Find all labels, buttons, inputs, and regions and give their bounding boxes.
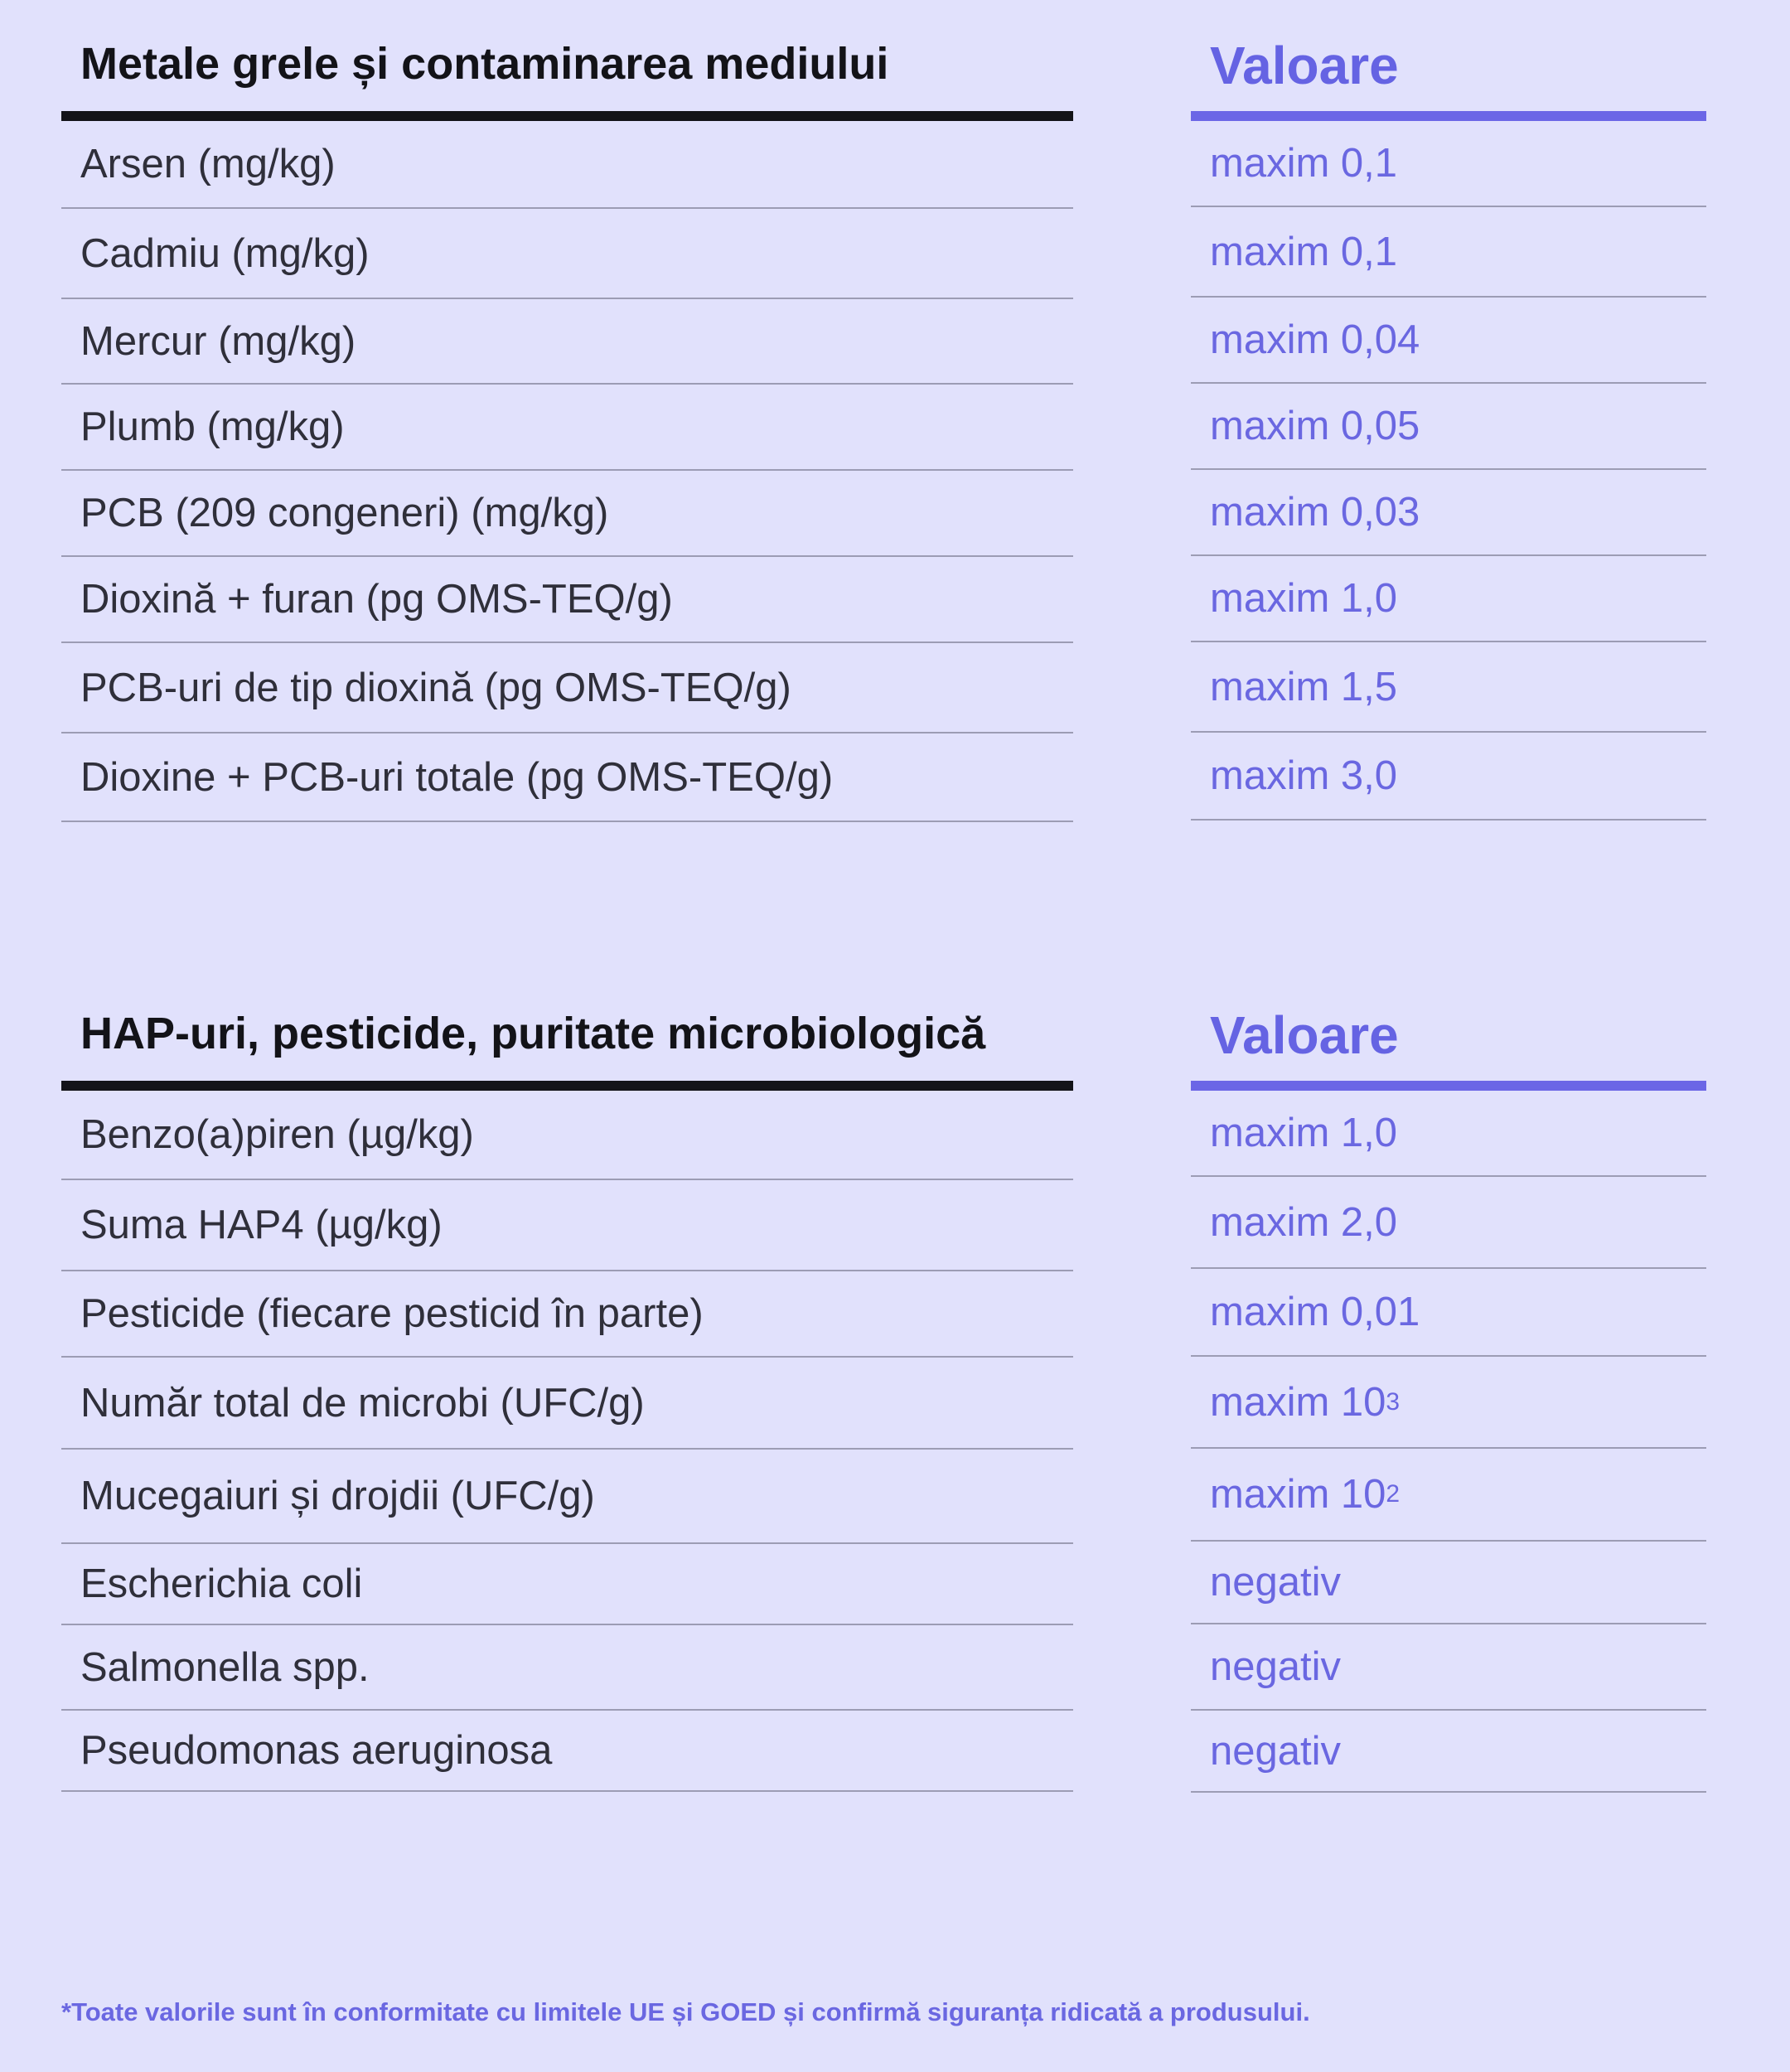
table-row-label: PCB (209 congeneri) (mg/kg) — [61, 471, 1073, 557]
table-row-label: Benzo(a)piren (µg/kg) — [61, 1091, 1073, 1180]
table-row-label: Pesticide (fiecare pesticid în parte) — [61, 1271, 1073, 1358]
table-row-value: maxim 0,1 — [1191, 121, 1706, 207]
value-text: maxim 10 — [1210, 1379, 1386, 1425]
table-row-label: Pseudomonas aeruginosa — [61, 1711, 1073, 1792]
value-text: maxim 10 — [1210, 1472, 1386, 1517]
table-row-label: Dioxină + furan (pg OMS-TEQ/g) — [61, 557, 1073, 643]
table-row-value: maxim 2,0 — [1191, 1177, 1706, 1269]
table-row-value: maxim 1,5 — [1191, 642, 1706, 733]
table-row-label: Suma HAP4 (µg/kg) — [61, 1180, 1073, 1271]
table-row-value: maxim 0,1 — [1191, 207, 1706, 298]
table-row-value: maxim 0,04 — [1191, 298, 1706, 384]
table-row-value: maxim 1,0 — [1191, 1091, 1706, 1177]
table-row-label: Mercur (mg/kg) — [61, 299, 1073, 385]
value-column-header: Valoare — [1191, 0, 1706, 121]
table-row-value: maxim 10 2 — [1191, 1449, 1706, 1542]
table-row-value: negativ — [1191, 1711, 1706, 1793]
table-row-value: maxim 3,0 — [1191, 733, 1706, 821]
table-row-label: PCB-uri de tip dioxină (pg OMS-TEQ/g) — [61, 643, 1073, 733]
table-row-label: Cadmiu (mg/kg) — [61, 209, 1073, 299]
table-row-label: Escherichia coli — [61, 1544, 1073, 1625]
table-row-value: negativ — [1191, 1542, 1706, 1624]
value-column-header: Valoare — [1191, 970, 1706, 1091]
pah-parameter-column — [61, 970, 1073, 1792]
table-row-value: maxim 0,03 — [1191, 470, 1706, 556]
table-row-label: Plumb (mg/kg) — [61, 385, 1073, 471]
section-title: Metale grele și contaminarea mediului — [61, 0, 1073, 121]
section-title: HAP-uri, pesticide, puritate microbiologică — [61, 970, 1073, 1091]
table-row-label: Dioxine + PCB-uri totale (pg OMS-TEQ/g) — [61, 733, 1073, 822]
table-row-value: maxim 10 3 — [1191, 1357, 1706, 1449]
table-row-label: Număr total de microbi (UFC/g) — [61, 1358, 1073, 1450]
footnote: *Toate valorile sunt în conformitate cu limitele UE și GOED și confirmă siguranța ridicată a produsului. — [61, 1997, 1310, 2026]
table-row-label: Mucegaiuri și drojdii (UFC/g) — [61, 1450, 1073, 1544]
table-row-value: maxim 1,0 — [1191, 556, 1706, 642]
heavy-metals-parameter-column — [61, 0, 1073, 822]
table-row-label: Arsen (mg/kg) — [61, 121, 1073, 209]
heavy-metals-value-column — [1191, 0, 1706, 821]
pah-value-column — [1191, 970, 1706, 1793]
table-row-value: maxim 0,01 — [1191, 1269, 1706, 1357]
table-row-value: negativ — [1191, 1624, 1706, 1711]
table-row-value: maxim 0,05 — [1191, 384, 1706, 470]
table-row-label: Salmonella spp. — [61, 1625, 1073, 1711]
